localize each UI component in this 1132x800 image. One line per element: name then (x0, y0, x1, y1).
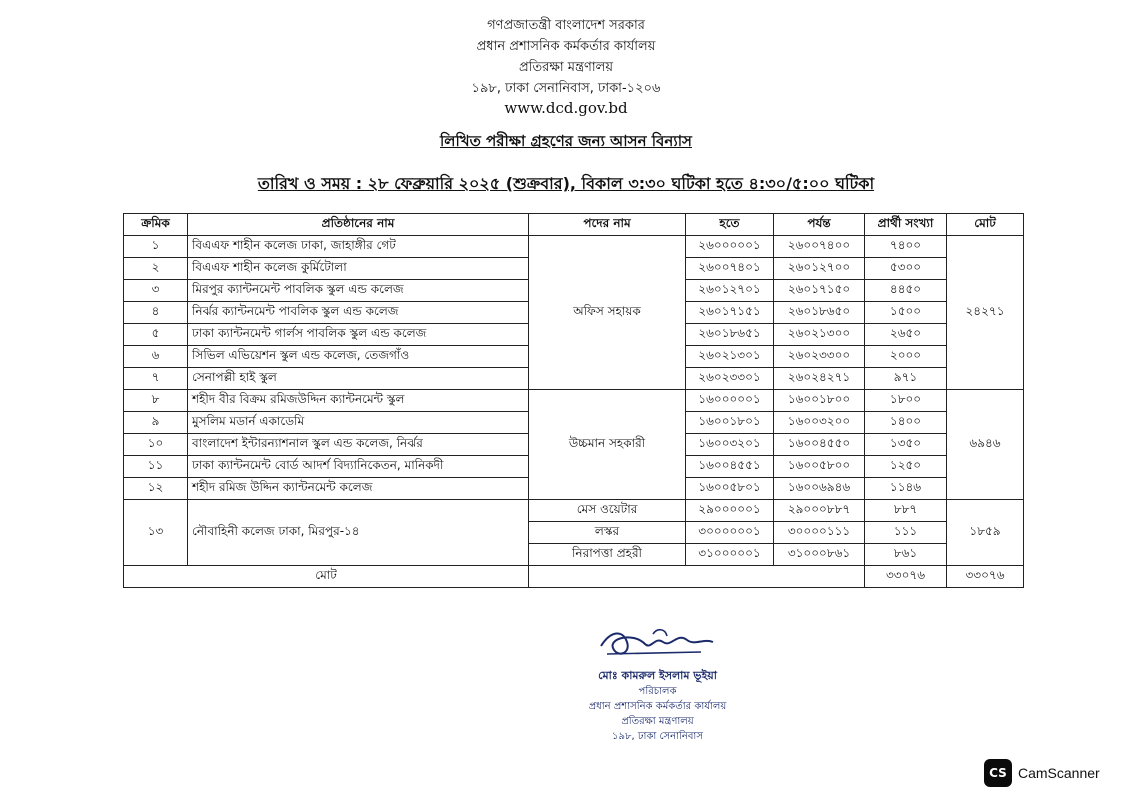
institution-cell: মিরপুর ক্যান্টনমেন্ট পাবলিক স্কুল এন্ড কলেজ (188, 280, 529, 302)
count-cell: ১১১ (865, 522, 947, 544)
from-cell: ১৬০০৪৫৫১ (686, 456, 774, 478)
post-cell-office: অফিস সহায়ক (529, 236, 686, 390)
from-cell: ২৬০০৭৪০১ (686, 258, 774, 280)
serial-cell: ৯ (124, 412, 188, 434)
col-header-institution: প্রতিষ্ঠানের নাম (188, 214, 529, 236)
institution-cell: ঢাকা ক্যান্টনমেন্ট বোর্ড আদর্শ বিদ্যানিকেতন, মানিকদী (188, 456, 529, 478)
to-cell: ১৬০০১৮০০ (774, 390, 865, 412)
seat-plan-table (123, 213, 1024, 588)
serial-cell: ৪ (124, 302, 188, 324)
to-cell: ২৬০১২৭০০ (774, 258, 865, 280)
from-cell: ৩১০০০০০১ (686, 544, 774, 566)
institution-cell: সিভিল এভিয়েশন স্কুল এন্ড কলেজ, তেজগাঁও (188, 346, 529, 368)
count-cell: ৮৮৭ (865, 500, 947, 522)
col-header-total: মোট (947, 214, 1024, 236)
from-cell: ২৯০০০০০১ (686, 500, 774, 522)
group-total-udc: ৬৯৪৬ (947, 390, 1024, 500)
signatory-office: প্রধান প্রশাসনিক কর্মকর্তার কার্যালয় (588, 701, 727, 712)
to-cell: ২৬০১৭১৫০ (774, 280, 865, 302)
serial-cell: ১০ (124, 434, 188, 456)
signature-block (540, 624, 775, 744)
from-cell: ২৬০২১৩০১ (686, 346, 774, 368)
total-label: মোট (124, 566, 529, 588)
to-cell: ৩১০০০৮৬১ (774, 544, 865, 566)
col-header-from: হতে (686, 214, 774, 236)
to-cell: ১৬০০৪৫৫০ (774, 434, 865, 456)
count-cell: ১১৪৬ (865, 478, 947, 500)
group-total-navy: ১৮৫৯ (947, 500, 1024, 566)
from-cell: ১৬০০৫৮০১ (686, 478, 774, 500)
header-address: ১৯৮, ঢাকা সেনানিবাস, ঢাকা-১২০৬ (471, 81, 661, 96)
from-cell: ১৬০০১৮০১ (686, 412, 774, 434)
serial-cell: ১১ (124, 456, 188, 478)
from-cell: ১৬০০০০০১ (686, 390, 774, 412)
to-cell: ১৬০০৫৮০০ (774, 456, 865, 478)
signatory-designation: পরিচালক (638, 686, 677, 697)
count-cell: ১৮০০ (865, 390, 947, 412)
serial-cell: ৩ (124, 280, 188, 302)
serial-cell: ৬ (124, 346, 188, 368)
count-cell: ২৬৫০ (865, 324, 947, 346)
count-cell: ১৫০০ (865, 302, 947, 324)
institution-cell: বিএএফ শাহীন কলেজ কুর্মিটোলা (188, 258, 529, 280)
table-header-row (124, 214, 1024, 236)
institution-cell: বিএএফ শাহীন কলেজ ঢাকা, জাহাঙ্গীর গেট (188, 236, 529, 258)
post-cell-udc: উচ্চমান সহকারী (529, 390, 686, 500)
from-cell: ৩০০০০০০১ (686, 522, 774, 544)
count-cell: ১৩৫০ (865, 434, 947, 456)
count-cell: ৭৪০০ (865, 236, 947, 258)
camscanner-logo-icon: CS (984, 759, 1012, 787)
serial-cell: ৮ (124, 390, 188, 412)
group-total-office: ২৪২৭১ (947, 236, 1024, 390)
count-cell: ১২৫০ (865, 456, 947, 478)
to-cell: ২৬০২১৩০০ (774, 324, 865, 346)
signatory-ministry: প্রতিরক্ষা মন্ত্রণালয় (621, 716, 694, 727)
to-cell: ২৬০১৮৬৫০ (774, 302, 865, 324)
to-cell: ৩০০০০১১১ (774, 522, 865, 544)
to-cell: ১৬০০৬৯৪৬ (774, 478, 865, 500)
from-cell: ২৬০২৩৩০১ (686, 368, 774, 390)
from-cell: ১৬০০৩২০১ (686, 434, 774, 456)
serial-cell: ৭ (124, 368, 188, 390)
header-website: www.dcd.gov.bd (504, 99, 628, 117)
from-cell: ২৬০১২৭০১ (686, 280, 774, 302)
table-row (124, 236, 1024, 258)
institution-cell: ঢাকা ক্যান্টনমেন্ট গার্লস পাবলিক স্কুল এন্ড কলেজ (188, 324, 529, 346)
institution-cell: শহীদ রমিজ উদ্দিন ক্যান্টনমেন্ট কলেজ (188, 478, 529, 500)
to-cell: ২৬০০৭৪০০ (774, 236, 865, 258)
institution-cell: বাংলাদেশ ইন্টারন্যাশনাল স্কুল এন্ড কলেজ, নির্ঝর (188, 434, 529, 456)
institution-cell: নৌবাহিনী কলেজ ঢাকা, মিরপুর-১৪ (188, 500, 529, 566)
institution-cell: মুসলিম মডার্ন একাডেমি (188, 412, 529, 434)
camscanner-text: CamScanner (1018, 765, 1100, 781)
serial-cell: ২ (124, 258, 188, 280)
page-title: লিখিত পরীক্ষা গ্রহণের জন্য আসন বিন্যাস (440, 132, 692, 150)
count-cell: ২০০০ (865, 346, 947, 368)
total-empty-cell (529, 566, 865, 588)
serial-cell: ৫ (124, 324, 188, 346)
from-cell: ২৬০১৭১৫১ (686, 302, 774, 324)
signatory-address: ১৯৮, ঢাকা সেনানিবাস (612, 731, 703, 742)
serial-cell: ১৩ (124, 500, 188, 566)
institution-cell: সেনাপল্লী হাই স্কুল (188, 368, 529, 390)
from-cell: ২৬০০০০০১ (686, 236, 774, 258)
count-cell: ৪৪৫০ (865, 280, 947, 302)
from-cell: ২৬০১৮৬৫১ (686, 324, 774, 346)
count-cell: ৮৬১ (865, 544, 947, 566)
signature-icon (593, 624, 723, 664)
institution-cell: শহীদ বীর বিক্রম রমিজউদ্দিন ক্যান্টনমেন্ট স্কুল (188, 390, 529, 412)
count-cell: ১৪০০ (865, 412, 947, 434)
col-header-serial: ক্রমিক (124, 214, 188, 236)
count-cell: ৫৩০০ (865, 258, 947, 280)
table-row (124, 500, 1024, 522)
to-cell: ২৬০২৪২৭১ (774, 368, 865, 390)
to-cell: ২৬০২৩৩০০ (774, 346, 865, 368)
exam-schedule: তারিখ ও সময় : ২৮ ফেব্রুয়ারি ২০২৫ (শুক্রবার), বিকাল ৩:৩০ ঘটিকা হতে ৪:৩০/৫:০০ ঘটিকা (257, 174, 875, 193)
serial-cell: ১ (124, 236, 188, 258)
header-office: প্রধান প্রশাসনিক কর্মকর্তার কার্যালয় (476, 39, 656, 54)
header-ministry: প্রতিরক্ষা মন্ত্রণালয় (519, 60, 613, 75)
table-row (124, 390, 1024, 412)
total-candidates: ৩৩০৭৬ (865, 566, 947, 588)
count-cell: ৯৭১ (865, 368, 947, 390)
post-cell-lashkar: লস্কর (529, 522, 686, 544)
grand-total: ৩৩০৭৬ (947, 566, 1024, 588)
to-cell: ১৬০০৩২০০ (774, 412, 865, 434)
camscanner-watermark (984, 759, 1100, 787)
post-cell-security-guard: নিরাপত্তা প্রহরী (529, 544, 686, 566)
col-header-to: পর্যন্ত (774, 214, 865, 236)
institution-cell: নির্ঝর ক্যান্টনমেন্ট পাবলিক স্কুল এন্ড কলেজ (188, 302, 529, 324)
signatory-name: মোঃ কামরুল ইসলাম ভূইয়া (598, 669, 717, 682)
col-header-post: পদের নাম (529, 214, 686, 236)
serial-cell: ১২ (124, 478, 188, 500)
post-cell-mess-waiter: মেস ওয়েটার (529, 500, 686, 522)
to-cell: ২৯০০০৮৮৭ (774, 500, 865, 522)
col-header-candidates: প্রার্থী সংখ্যা (865, 214, 947, 236)
header-govt: গণপ্রজাতন্ত্রী বাংলাদেশ সরকার (487, 18, 645, 33)
total-row (124, 566, 1024, 588)
